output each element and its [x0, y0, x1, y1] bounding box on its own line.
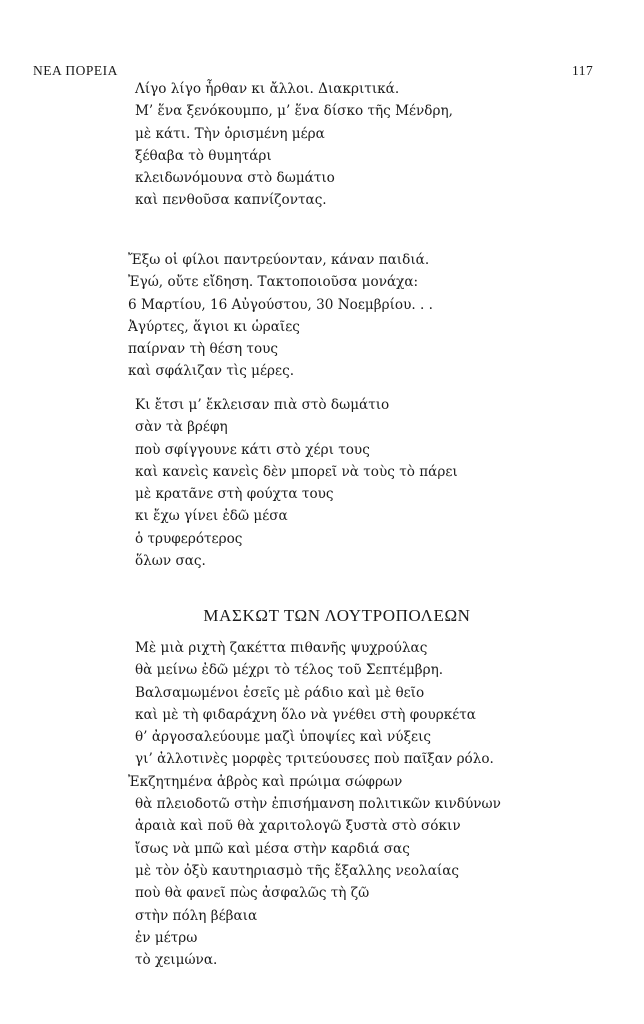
poem-line: ἐν μέτρω — [135, 929, 198, 946]
poem-line: Μ’ ἕνα ξενόκουμπο, μ’ ἕνα δίσκο τῆς Μένδρη, — [135, 103, 453, 120]
poem-line: Λίγο λίγο ἦρθαν κι ἄλλοι. Διακριτικά. — [135, 81, 400, 97]
poem-line: παίρναν τὴ θέση τους — [128, 341, 279, 358]
stanza-3 — [135, 394, 458, 572]
poem-line: κι ἔχω γίνει ἐδῶ μέσα — [135, 508, 288, 525]
poem-line: Βαλσαμωμένοι ἐσεῖς μὲ ράδιο καὶ μὲ θεῖο — [135, 684, 425, 701]
poem-line: σὰν τὰ βρέφη — [135, 419, 228, 436]
poem-line: ἀραιὰ καὶ ποῦ θὰ χαριτολογῶ ξυστὰ στὸ σόκιν — [135, 818, 461, 835]
poem-2-body — [128, 637, 501, 971]
poem-line: 6 Μαρτίου, 16 Αὐγούστου, 30 Νοεμβρίου. . . — [128, 296, 433, 313]
poem-line: θ’ ἀργοσαλεύουμε μαζὶ ὑποψίες καὶ νύξεις — [135, 729, 432, 746]
stanza-1 — [135, 78, 453, 212]
poem-line: ποὺ θὰ φανεῖ πὼς ἀσφαλῶς τὴ ζῶ — [135, 885, 370, 902]
poem-line: Ἐκζητημένα ἁβρὸς καὶ πρώιμα σώφρων — [128, 773, 403, 790]
running-title: ΝΕΑ ΠΟΡΕΙΑ — [33, 63, 118, 78]
poem-line: καὶ μὲ τὴ φιδαράχνη ὅλο νὰ γνέθει στὴ φουρκέτα — [135, 706, 476, 723]
poem-line: ποὺ σφίγγουνε κάτι στὸ χέρι τους — [135, 441, 370, 458]
poem-line: θὰ μείνω ἐδῶ μέχρι τὸ τέλος τοῦ Σεπτέμβρη. — [135, 662, 444, 679]
poem-line: Ἀγύρτες, ἅγιοι κι ὡραῖες — [128, 318, 300, 335]
poem-line: μὲ κρατᾶνε στὴ φούχτα τους — [135, 486, 334, 503]
poem-title: ΜΑΣΚΩΤ ΤΩΝ ΛΟΥΤΡΟΠΟΛΕΩΝ — [203, 606, 471, 625]
poem-line: Ἐγώ, οὔτε εἴδηση. Τακτοποιοῦσα μονάχα: — [128, 274, 419, 291]
poem-line: Μὲ μιὰ ριχτὴ ζακέττα πιθανῆς ψυχρούλας — [135, 640, 428, 656]
poem-line: θὰ πλειοδοτῶ στὴν ἐπισήμανση πολιτικῶν κινδύνων — [135, 796, 501, 813]
page-number: 117 — [572, 63, 594, 78]
poem-line: Ἔξω οἱ φίλοι παντρεύονταν, κάναν παιδιά. — [128, 252, 430, 268]
poem-line: γι’ ἀλλοτινὲς μορφὲς τριτεύουσες ποὺ παῖξαν ρόλο. — [135, 751, 494, 768]
poem-line: στὴν πόλη βέβαια — [135, 907, 258, 924]
poem-line: μὲ κάτι. Τὴν ὁρισμένη μέρα — [135, 125, 325, 142]
stanza-2 — [128, 249, 433, 383]
poem-line: Κι ἔτσι μ’ ἔκλεισαν πιὰ στὸ δωμάτιο — [135, 397, 390, 413]
poem-line: καὶ σφάλιζαν τὶς μέρες. — [128, 363, 295, 380]
poem-line: κλειδωνόμουνα στὸ δωμάτιο — [135, 170, 335, 187]
poem-line: μὲ τὸν ὀξὺ καυτηριασμὸ τῆς ἔξαλλης νεολαίας — [135, 862, 459, 879]
poem-line: καὶ κανεὶς κανεὶς δὲν μπορεῖ νὰ τοὺς τὸ πάρει — [135, 463, 458, 480]
poem-line: τὸ χειμώνα. — [135, 952, 218, 969]
poem-line: ὅλων σας. — [135, 553, 206, 570]
poem-line: ἴσως νὰ μπῶ καὶ μέσα στὴν καρδιά σας — [135, 840, 410, 857]
poem-line: ὁ τρυφερότερος — [135, 530, 243, 547]
poem-line: ξέθαβα τὸ θυμητάρι — [135, 147, 272, 164]
poem-line: καὶ πενθοῦσα καπνίζοντας. — [135, 192, 327, 209]
